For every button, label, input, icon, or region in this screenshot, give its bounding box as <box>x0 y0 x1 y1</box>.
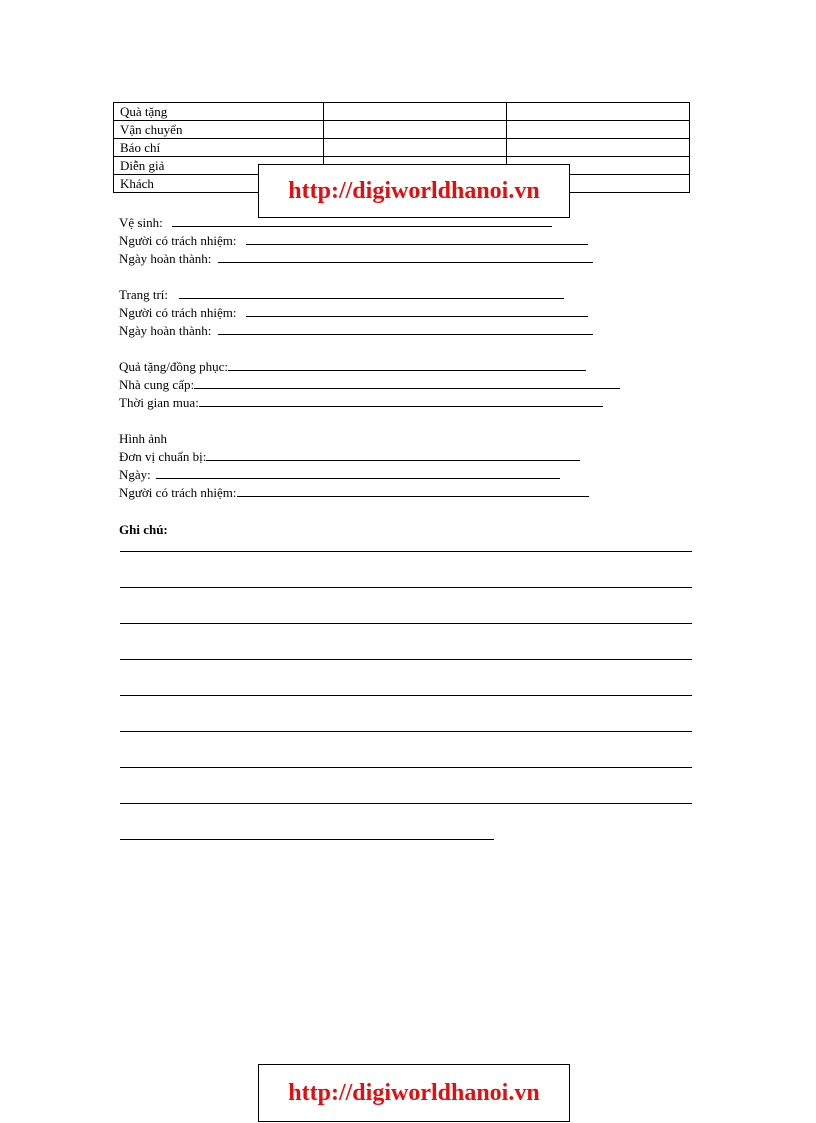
done-date-field[interactable] <box>218 251 593 263</box>
responsible-label: Người có trách nhiệm: <box>119 305 237 320</box>
supplier-line <box>119 376 620 393</box>
watermark-url: http://digiworldhanoi.vn <box>288 1079 540 1106</box>
unit-label: Đơn vị chuẩn bị: <box>119 449 207 464</box>
responsible-label: Người có trách nhiệm: <box>119 485 237 500</box>
supplier-label: Nhà cung cấp: <box>119 377 195 392</box>
notes-line[interactable] <box>120 767 692 768</box>
date-field[interactable] <box>156 467 560 479</box>
notes-line[interactable] <box>120 623 692 624</box>
trang-tri-field[interactable] <box>179 287 564 299</box>
notes-line[interactable] <box>120 551 692 552</box>
table-cell-label: Vận chuyển <box>114 121 324 139</box>
trang-tri-line <box>119 286 564 303</box>
watermark-stamp-bottom <box>258 1064 570 1122</box>
unit-field[interactable] <box>206 449 580 461</box>
table-cell-empty[interactable] <box>324 139 507 157</box>
date-label: Ngày: <box>119 467 151 482</box>
trang-tri-responsible-line <box>119 304 588 321</box>
ve-sinh-date-line <box>119 250 593 267</box>
table-cell-empty[interactable] <box>324 121 507 139</box>
notes-line[interactable] <box>120 587 692 588</box>
ve-sinh-responsible-line <box>119 232 588 249</box>
table-cell-label: Diễn giả <box>114 157 324 175</box>
qua-tang-label: Quả tặng/đồng phục: <box>119 359 229 374</box>
notes-line[interactable] <box>120 803 692 804</box>
table-cell-empty[interactable] <box>507 103 690 121</box>
unit-line <box>119 448 580 465</box>
table-cell-label: Quà tặng <box>114 103 324 121</box>
table-row <box>114 103 690 121</box>
responsible-field[interactable] <box>246 305 588 317</box>
hinh-anh-label: Hình ảnh <box>119 431 168 446</box>
done-date-label: Ngày hoàn thành: <box>119 251 212 266</box>
responsible-field[interactable] <box>237 485 589 497</box>
table-row <box>114 121 690 139</box>
ve-sinh-label: Vệ sinh: <box>119 215 163 230</box>
buy-time-line <box>119 394 603 411</box>
responsible-label: Người có trách nhiệm: <box>119 233 237 248</box>
notes-line[interactable] <box>120 659 692 660</box>
table-cell-label: Khách <box>114 175 324 193</box>
table-cell-empty[interactable] <box>324 103 507 121</box>
table-cell-empty[interactable] <box>507 139 690 157</box>
trang-tri-label: Trang trí: <box>119 287 168 302</box>
notes-heading <box>119 521 168 538</box>
buy-time-field[interactable] <box>199 395 603 407</box>
watermark-stamp-top <box>258 164 570 218</box>
hinh-anh-heading <box>119 430 167 447</box>
notes-line[interactable] <box>120 839 494 840</box>
date-line <box>119 466 560 483</box>
trang-tri-date-line <box>119 322 593 339</box>
ve-sinh-line <box>119 214 552 231</box>
notes-line[interactable] <box>120 731 692 732</box>
notes-line[interactable] <box>120 695 692 696</box>
qua-tang-line <box>119 358 586 375</box>
table-cell-empty[interactable] <box>507 121 690 139</box>
qua-tang-field[interactable] <box>228 359 586 371</box>
responsible-field[interactable] <box>246 233 588 245</box>
supplier-field[interactable] <box>194 377 620 389</box>
notes-label: Ghi chú: <box>119 522 168 537</box>
done-date-label: Ngày hoàn thành: <box>119 323 212 338</box>
done-date-field[interactable] <box>218 323 593 335</box>
table-row <box>114 139 690 157</box>
table-cell-label: Báo chí <box>114 139 324 157</box>
buy-time-label: Thời gian mua: <box>119 395 199 410</box>
ve-sinh-field[interactable] <box>172 215 552 227</box>
hinh-anh-responsible-line <box>119 484 589 501</box>
watermark-url: http://digiworldhanoi.vn <box>288 177 540 204</box>
